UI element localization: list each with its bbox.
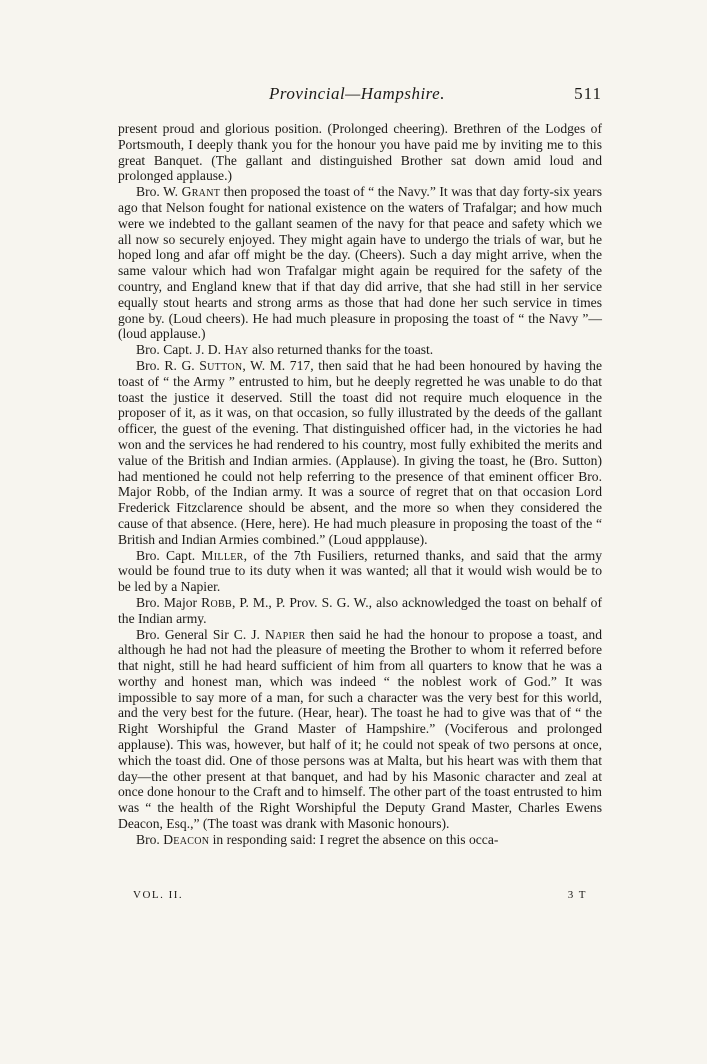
paragraph	[118, 184, 602, 342]
paragraph	[118, 627, 602, 832]
page-footer	[133, 889, 587, 903]
volume-label: VOL. II.	[133, 889, 184, 901]
paragraph-text: Bro. Capt. J. D.	[136, 342, 225, 358]
speaker-name: Sutton	[199, 357, 243, 373]
speaker-name: Miller	[201, 547, 244, 563]
paragraph-text: , of the 7th Fusiliers, returned thanks, and said that the army would be found true to its duty when it was wanted; all that it would wish would be to be led by a Napier.	[118, 547, 602, 595]
speaker-name: Grant	[181, 184, 221, 200]
paragraph-text: present proud and glorious position. (Prolonged cheering). Brethren of the Lodges of Portsmouth, I deeply thank you for the honour you have paid me by inviting me to this great Banquet. (The gallant and distinguished Brother sat down amid loud and prolonged applause.)	[118, 121, 602, 184]
paragraph-text: Bro. General Sir C. J.	[136, 626, 265, 642]
paragraph-text: , P. M., P. Prov. S. G. W., also acknowledged the toast on behalf of the Indian army.	[118, 594, 602, 626]
speaker-name: Napier	[264, 626, 306, 642]
speaker-name: Robb	[201, 594, 232, 610]
paragraph-text: also returned thanks for the toast.	[248, 342, 434, 358]
paragraph-text: , W. M. 717, then said that he had been honoured by having the toast of “ the Army ” entrusted to him, but he deeply regretted he was unable to do that toast the justice it deserved. Still the toast did not require much eloquence in the proposer of it, as it was, on that occasion, so fully illustrated by the deeds of the gallant officer, the guest of the evening. That distinguished officer had, in the victories he had won and the services he had rendered to his country, most fully exhibited the merits and value of the British and Indian armies. (Applause). In giving the toast, he (Bro. Sutton) had mentioned he could not help referring to the presence of that eminent officer Bro. Major Robb, of the Indian army. It was a source of regret that on that occasion Lord Frederick Fitzclarence should be absent, and the more so when they considered the cause of that absence. (Here, here). He had much pleasure in proposing the toast of the “ British and Indian Armies combined.” (Loud appplause).	[118, 357, 602, 547]
speaker-name: Hay	[224, 342, 249, 358]
paragraph	[118, 548, 602, 595]
paragraph	[118, 342, 602, 358]
signature-mark: 3 T	[567, 889, 587, 901]
page-header	[112, 84, 602, 108]
paragraph-text: then proposed the toast of “ the Navy.” It was that day forty-six years ago that Nelson fought for national existence on the waters of Trafalgar; and how much were we indebted to the gallant seamen of the navy for that peace and safety which we all now so securely enjoyed. They might again have to undergo the trials of war, but he hoped long and afar off might be the day. (Cheers). Such a day might arrive, when the same valour which had won Trafalgar might again be required for the safety of the country, and England knew that if that day did arrive, that she had still in her service equally stout hearts and strong arms as those that had done her such service in times gone by. (Loud cheers). He had much pleasure in proposing the toast of “ the Navy ”—(loud applause.)	[118, 184, 602, 342]
paragraph	[118, 121, 602, 184]
paragraph	[118, 358, 602, 548]
paragraph-text: Bro.	[136, 831, 164, 847]
paragraph-text: then said he had the honour to propose a toast, and although he had not had the pleasure of meeting the Brother to whom it referred before that night, still he had heard sufficient of him from all quarters to know that he was a worthy and honest man, which was indeed “ the noblest work of God.” It was impossible to say more of a man, for such a character was the very best for this world, and the very best for the future. (Hear, hear). The toast he had to give was that of “ the Right Worshipful the Grand Master of Hampshire.” (Vociferous and prolonged applause). This was, however, but half of it; he could not speak of two persons at once, which the toast did. One of those persons was at Malta, but his heart was with them that day—the other present at that banquet, and had by his Masonic character and zeal at once done honour to the Craft and to himself. The other part of the toast entrusted to him was “ the health of the Right Worshipful the Deputy Grand Master, Charles Ewens Deacon, Esq.,” (The toast was drank with Masonic honours).	[118, 626, 602, 832]
paragraph-text: Bro. Major	[136, 594, 202, 610]
page-number: 511	[574, 84, 602, 103]
paragraph-text: Bro. Capt.	[136, 547, 202, 563]
paragraph-text: in responding said: I regret the absence on this occa-	[209, 831, 499, 847]
paragraph-text: Bro. R. G.	[136, 357, 200, 373]
paragraph	[118, 595, 602, 627]
speaker-name: Deacon	[163, 831, 210, 847]
body-text	[118, 121, 602, 848]
paragraph-text: Bro. W.	[136, 184, 182, 200]
running-title: Provincial—Hampshire.	[269, 84, 445, 103]
paragraph	[118, 832, 602, 848]
